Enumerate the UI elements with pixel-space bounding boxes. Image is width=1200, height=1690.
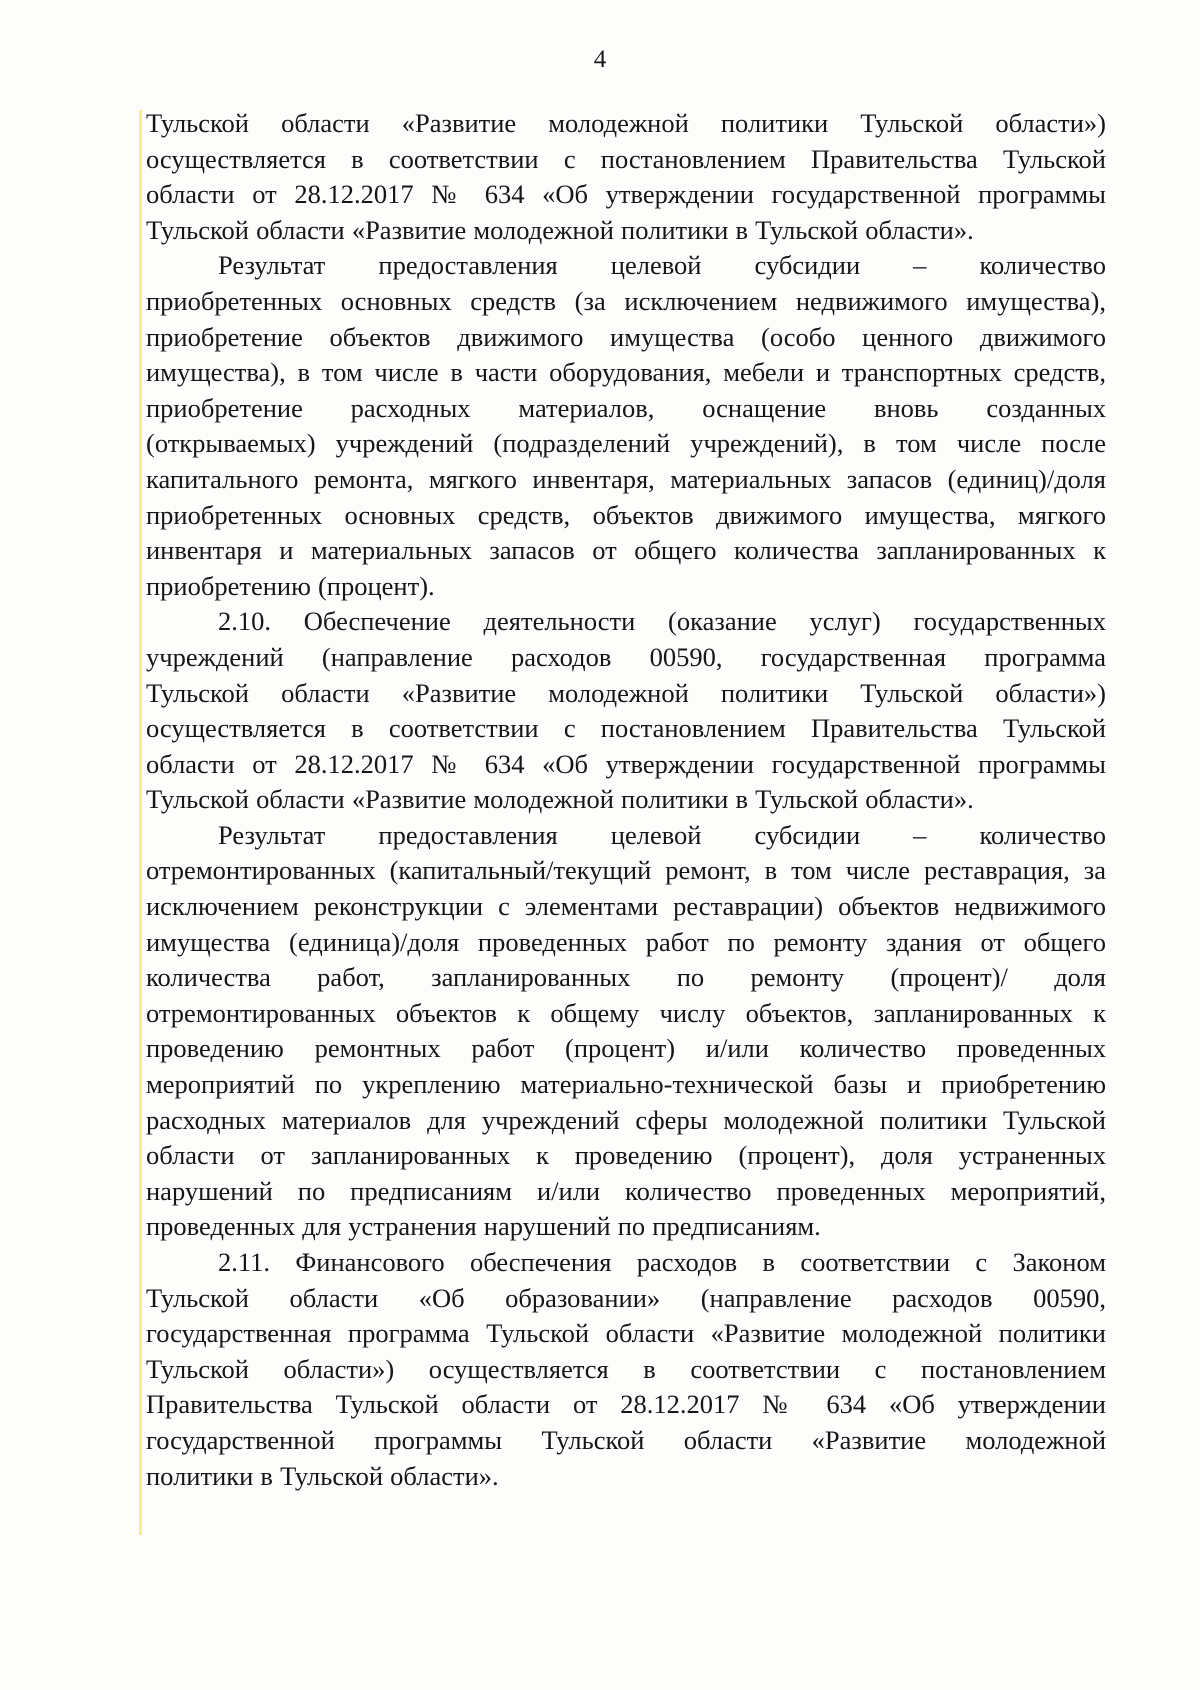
document-body (146, 106, 1106, 1494)
text-line: приобретенных основных средств (за исключением недвижимого имущества), (146, 285, 1106, 316)
text-line: Тульской области «Развитие молодежной политики Тульской области») (146, 108, 1106, 138)
paragraph-result-2 (146, 818, 1106, 1245)
text-line: политики в Тульской области». (146, 1460, 499, 1491)
text-line: осуществляется в соответствии с постановлением Правительства Тульской (146, 713, 1106, 744)
text-line: имущества (единица)/доля проведенных работ по ремонту здания от общего (146, 926, 1106, 957)
text-line: государственной программы Тульской области «Развитие молодежной (146, 1424, 1106, 1455)
text-line: государственная программа Тульской области «Развитие молодежной политики (146, 1318, 1106, 1349)
text-line: количества работ, запланированных по ремонту (процент)/ доля (146, 962, 1106, 993)
text-line: расходных материалов для учреждений сферы молодежной политики Тульской (146, 1104, 1106, 1135)
margin-highlight-mark (139, 110, 142, 1535)
paragraph-result-1 (146, 248, 1106, 604)
page-number: 4 (593, 46, 607, 73)
text-line: Тульской области «Развитие молодежной политики в Тульской области». (146, 784, 974, 815)
text-line: Тульской области «Об образовании» (направление расходов 00590, (146, 1282, 1106, 1313)
text-line: Результат предоставления целевой субсидии – количество (218, 819, 1106, 850)
text-line: приобретение расходных материалов, оснащение вновь созданных (146, 392, 1106, 423)
text-line: приобретению (процент). (146, 570, 435, 601)
text-line: отремонтированных (капитальный/текущий ремонт, в том числе реставрация, за (146, 855, 1106, 886)
text-line: исключением реконструкции с элементами реставрации) объектов недвижимого (146, 891, 1106, 922)
text-line: приобретенных основных средств, объектов движимого имущества, мягкого (146, 499, 1106, 530)
text-line: проведению ремонтных работ (процент) и/или количество проведенных (146, 1033, 1106, 1064)
text-line: нарушений по предписаниям и/или количество проведенных мероприятий, (146, 1175, 1106, 1206)
paragraph-section-2-11 (146, 1245, 1106, 1494)
text-line: отремонтированных объектов к общему числу объектов, запланированных к (146, 997, 1106, 1028)
text-line: инвентаря и материальных запасов от общего количества запланированных к (146, 535, 1106, 566)
text-line: Правительства Тульской области от 28.12.2017 № 634 «Об утверждении (146, 1389, 1106, 1420)
text-line: проведенных для устранения нарушений по предписаниям. (146, 1211, 821, 1242)
text-line: области от 28.12.2017 № 634 «Об утверждении государственной программы (146, 748, 1106, 779)
text-line: Результат предоставления целевой субсидии – количество (218, 250, 1106, 281)
text-line: Тульской области «Развитие молодежной политики в Тульской области». (146, 214, 974, 245)
text-line: области от 28.12.2017 № 634 «Об утверждении государственной программы (146, 179, 1106, 210)
text-line: области от запланированных к проведению (процент), доля устраненных (146, 1140, 1106, 1171)
text-line: имущества), в том числе в части оборудования, мебели и транспортных средств, (146, 357, 1106, 388)
text-line: Тульской области «Развитие молодежной политики Тульской области») (146, 677, 1106, 708)
paragraph-section-2-10 (146, 604, 1106, 818)
text-line: (открываемых) учреждений (подразделений учреждений), в том числе после (146, 428, 1106, 459)
text-line: приобретение объектов движимого имущества (особо ценного движимого (146, 321, 1106, 352)
text-line: учреждений (направление расходов 00590, государственная программа (146, 641, 1106, 672)
text-line: 2.10. Обеспечение деятельности (оказание услуг) государственных (218, 606, 1106, 637)
paragraph-continuation (146, 106, 1106, 248)
text-line: Тульской области») осуществляется в соответствии с постановлением (146, 1353, 1106, 1384)
text-line: 2.11. Финансового обеспечения расходов в соответствии с Законом (218, 1247, 1106, 1277)
text-line: капитального ремонта, мягкого инвентаря, материальных запасов (единиц)/доля (146, 463, 1106, 494)
text-line: мероприятий по укреплению материально-технической базы и приобретению (146, 1069, 1106, 1100)
text-line: осуществляется в соответствии с постановлением Правительства Тульской (146, 143, 1106, 174)
